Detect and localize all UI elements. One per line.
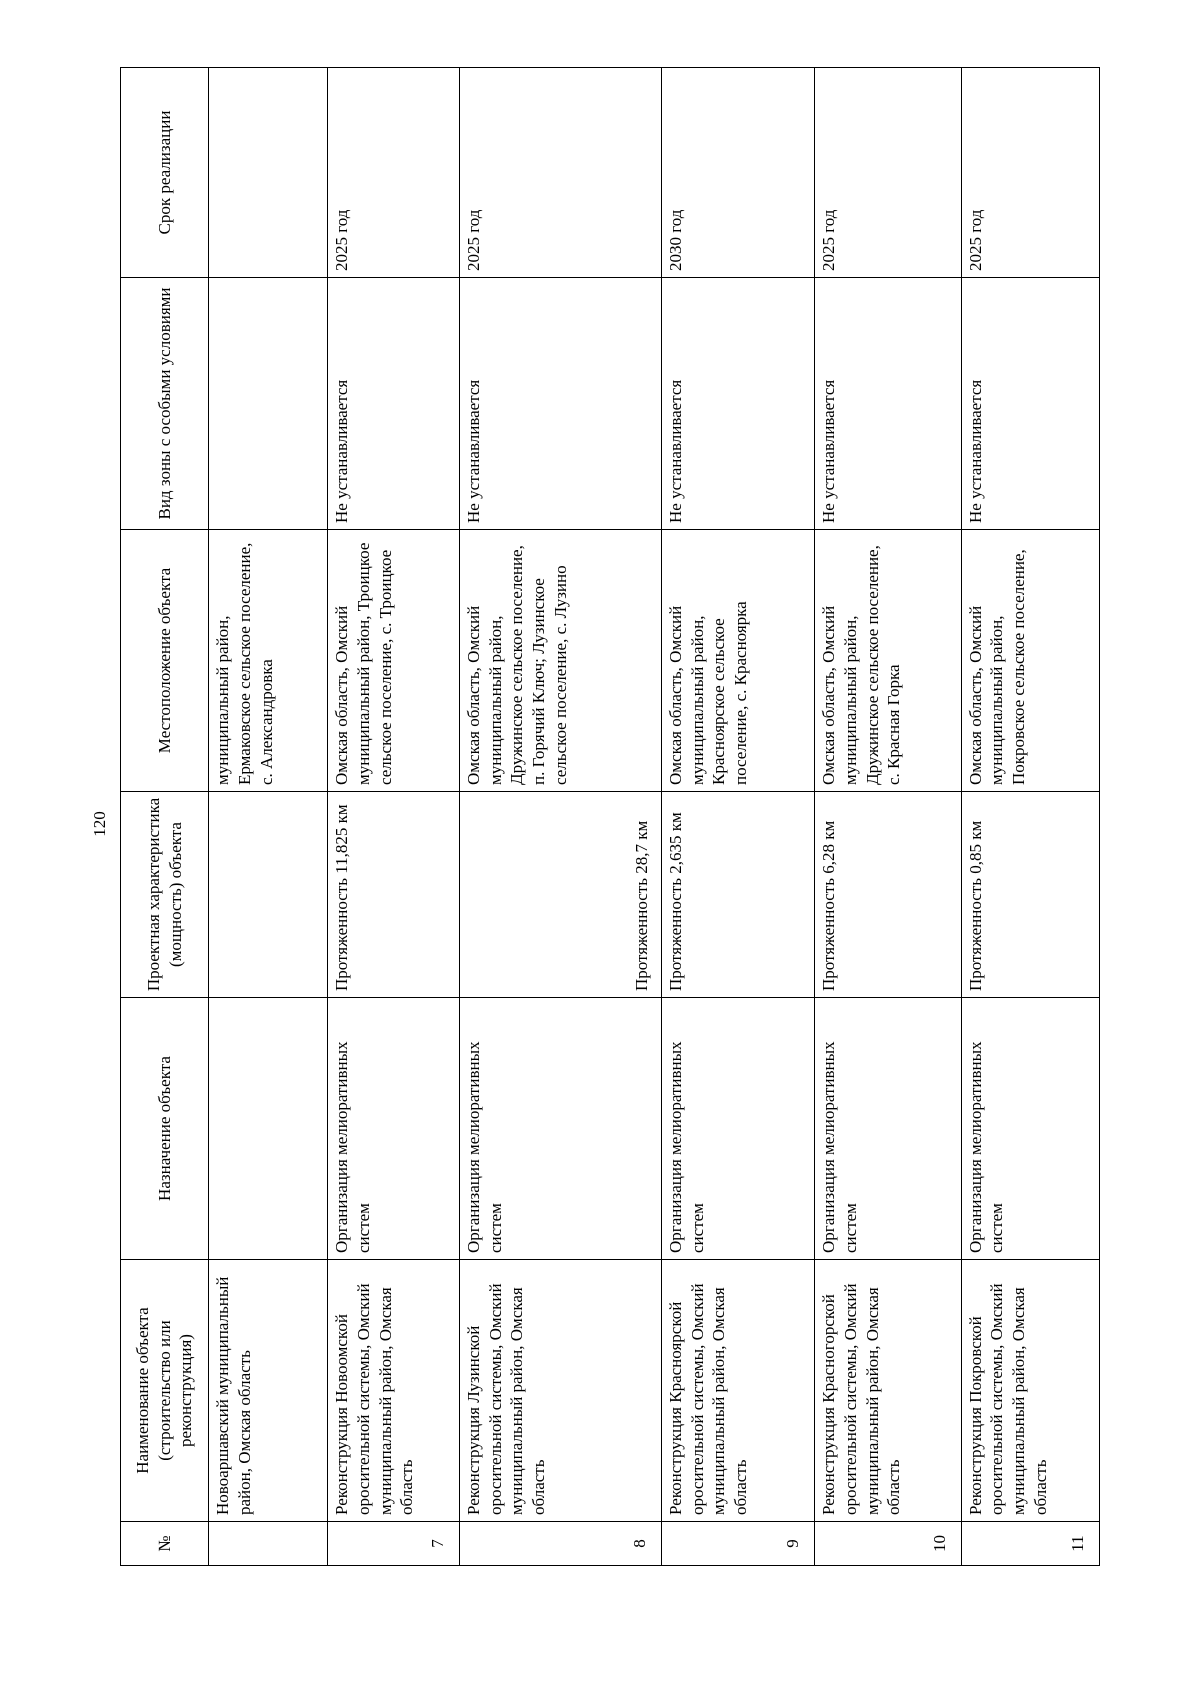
header-number: №: [121, 1522, 209, 1566]
table-row: [209, 68, 328, 1566]
row-purpose: Организация мелиоративных систем: [815, 998, 962, 1260]
row-capacity: Протяженность 28,7 км: [459, 792, 661, 998]
row-location: Омская область, Омский муниципальный район, Дружинское сельское поселение, п. Горячий Ключ; Лузинское сельское поселение, с. Лузино: [459, 530, 661, 792]
row-zone-type: Не устанавливается: [961, 278, 1099, 530]
row-location: Омская область, Омский муниципальный район, Красноярское сельское поселение, с. Красноярка: [661, 530, 814, 792]
row-zone-type: [209, 278, 328, 530]
row-object-name: Новоаршавский муниципальный район, Омская область: [209, 1260, 328, 1522]
row-zone-type: Не устанавливается: [328, 278, 460, 530]
row-number: 10: [815, 1522, 962, 1566]
row-term: [209, 68, 328, 278]
table-row: [328, 68, 460, 1566]
table-row: [815, 68, 962, 1566]
row-capacity: [209, 792, 328, 998]
rotated-table-container: [120, 68, 1100, 1566]
row-zone-type: Не устанавливается: [459, 278, 661, 530]
row-number: 11: [961, 1522, 1099, 1566]
table-row: [961, 68, 1099, 1566]
row-term: 2025 год: [961, 68, 1099, 278]
table-row: [459, 68, 661, 1566]
objects-table: [120, 67, 1100, 1566]
header-object-name: Наименование объекта (строительство или реконструкция): [121, 1260, 209, 1522]
row-number: 9: [661, 1522, 814, 1566]
row-term: 2025 год: [459, 68, 661, 278]
header-zone-type: Вид зоны с особыми условиями: [121, 278, 209, 530]
row-purpose: Организация мелиоративных систем: [961, 998, 1099, 1260]
row-capacity: Протяженность 6,28 км: [815, 792, 962, 998]
row-term: 2025 год: [328, 68, 460, 278]
row-object-name: Реконструкция Покровской оросительной системы, Омский муниципальный район, Омская область: [961, 1260, 1099, 1522]
row-number: 8: [459, 1522, 661, 1566]
row-purpose: [209, 998, 328, 1260]
row-location: Омская область, Омский муниципальный район, Троицкое сельское поселение, с. Троицкое: [328, 530, 460, 792]
row-purpose: Организация мелиоративных систем: [459, 998, 661, 1260]
row-capacity: Протяженность 11,825 км: [328, 792, 460, 998]
page-number: 120: [90, 811, 109, 837]
row-purpose: Организация мелиоративных систем: [328, 998, 460, 1260]
row-location: муниципальный район, Ермаковское сельское поселение, с. Александровка: [209, 530, 328, 792]
header-purpose: Назначение объекта: [121, 998, 209, 1260]
row-term: 2025 год: [815, 68, 962, 278]
row-zone-type: Не устанавливается: [815, 278, 962, 530]
row-number: 7: [328, 1522, 460, 1566]
row-term: 2030 год: [661, 68, 814, 278]
header-term: Срок реализации: [121, 68, 209, 278]
row-location: Омская область, Омский муниципальный район, Дружинское сельское поселение, с. Красная Горка: [815, 530, 962, 792]
table-row: [661, 68, 814, 1566]
table-header-row: [121, 68, 209, 1566]
header-capacity: Проектная характеристика (мощность) объекта: [121, 792, 209, 998]
header-location: Местоположение объекта: [121, 530, 209, 792]
row-object-name: Реконструкция Красноярской оросительной системы, Омский муниципальный район, Омская область: [661, 1260, 814, 1522]
row-object-name: Реконструкция Лузинской оросительной системы, Омский муниципальный район, Омская область: [459, 1260, 661, 1522]
row-purpose: Организация мелиоративных систем: [661, 998, 814, 1260]
row-number: [209, 1522, 328, 1566]
row-location: Омская область, Омский муниципальный район, Покровское сельское поселение,: [961, 530, 1099, 792]
row-object-name: Реконструкция Красногорской оросительной системы, Омский муниципальный район, Омская область: [815, 1260, 962, 1522]
row-object-name: Реконструкция Новоомской оросительной системы, Омский муниципальный район, Омская область: [328, 1260, 460, 1522]
row-capacity: Протяженность 0,85 км: [961, 792, 1099, 998]
row-zone-type: Не устанавливается: [661, 278, 814, 530]
row-capacity: Протяженность 2,635 км: [661, 792, 814, 998]
